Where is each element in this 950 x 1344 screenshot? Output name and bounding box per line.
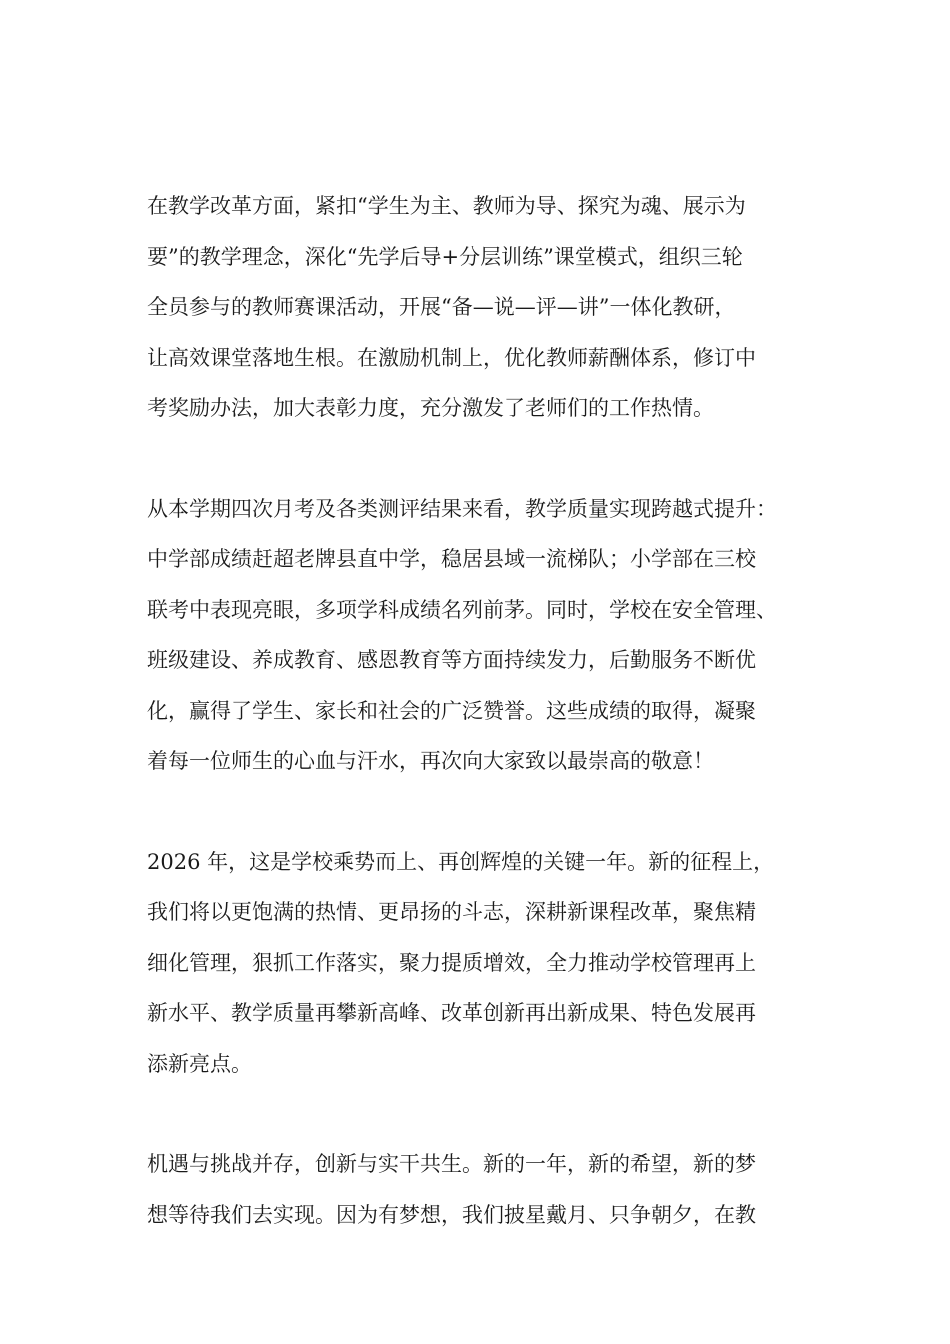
text-line: 让高效课堂落地生根。在激励机制上，优化教师薪酬体系，修订中 [147,345,756,370]
text-line: 添新亮点。 [147,1051,252,1076]
text-line: 2026 年，这是学校乘势而上、再创辉煌的关键一年。新的征程上， [147,849,775,874]
text-line: 新水平、教学质量再攀新高峰、改革创新再出新成果、特色发展再 [147,1001,756,1025]
text-line: 联考中表现亮眼，多项学科成绩名列前茅。同时，学校在安全管理、 [147,597,777,622]
text-line: 班级建设、养成教育、感恩教育等方面持续发力，后勤服务不断优 [147,648,756,672]
document-body [147,181,827,1240]
text-line: 化，赢得了学生、家长和社会的广泛赞誉。这些成绩的取得，凝聚 [147,698,756,723]
paragraph-opportunities [147,1139,827,1240]
paragraph-teaching-reform [147,181,827,434]
paragraph-2026-outlook [147,837,827,1090]
text-line: 在教学改革方面，紧扣“学生为主、教师为导、探究为魂、展示为 [147,194,746,218]
text-line: 想等待我们去实现。因为有梦想，我们披星戴月、只争朝夕，在教 [147,1202,756,1227]
text-line: 我们将以更饱满的热情、更昂扬的斗志，深耕新课程改革，聚焦精 [147,900,756,924]
text-line: 从本学期四次月考及各类测评结果来看，教学质量实现跨越式提升： [147,496,777,521]
text-line: 细化管理，狠抓工作落实，聚力提质增效，全力推动学校管理再上 [147,950,756,975]
text-line: 中学部成绩赶超老牌县直中学，稳居县域一流梯队；小学部在三校 [147,547,756,571]
paragraph-quality-results [147,484,827,787]
text-line: 考奖励办法，加大表彰力度，充分激发了老师们的工作热情。 [147,396,714,420]
text-line: 机遇与挑战并存，创新与实干共生。新的一年，新的希望，新的梦 [147,1152,756,1176]
text-line: 着每一位师生的心血与汗水，再次向大家致以最崇高的敬意！ [147,749,714,773]
text-line: 全员参与的教师赛课活动，开展“备—说—评—讲”一体化教研， [147,295,736,319]
text-line: 要”的教学理念，深化“先学后导+分层训练”课堂模式，组织三轮 [147,244,743,269]
